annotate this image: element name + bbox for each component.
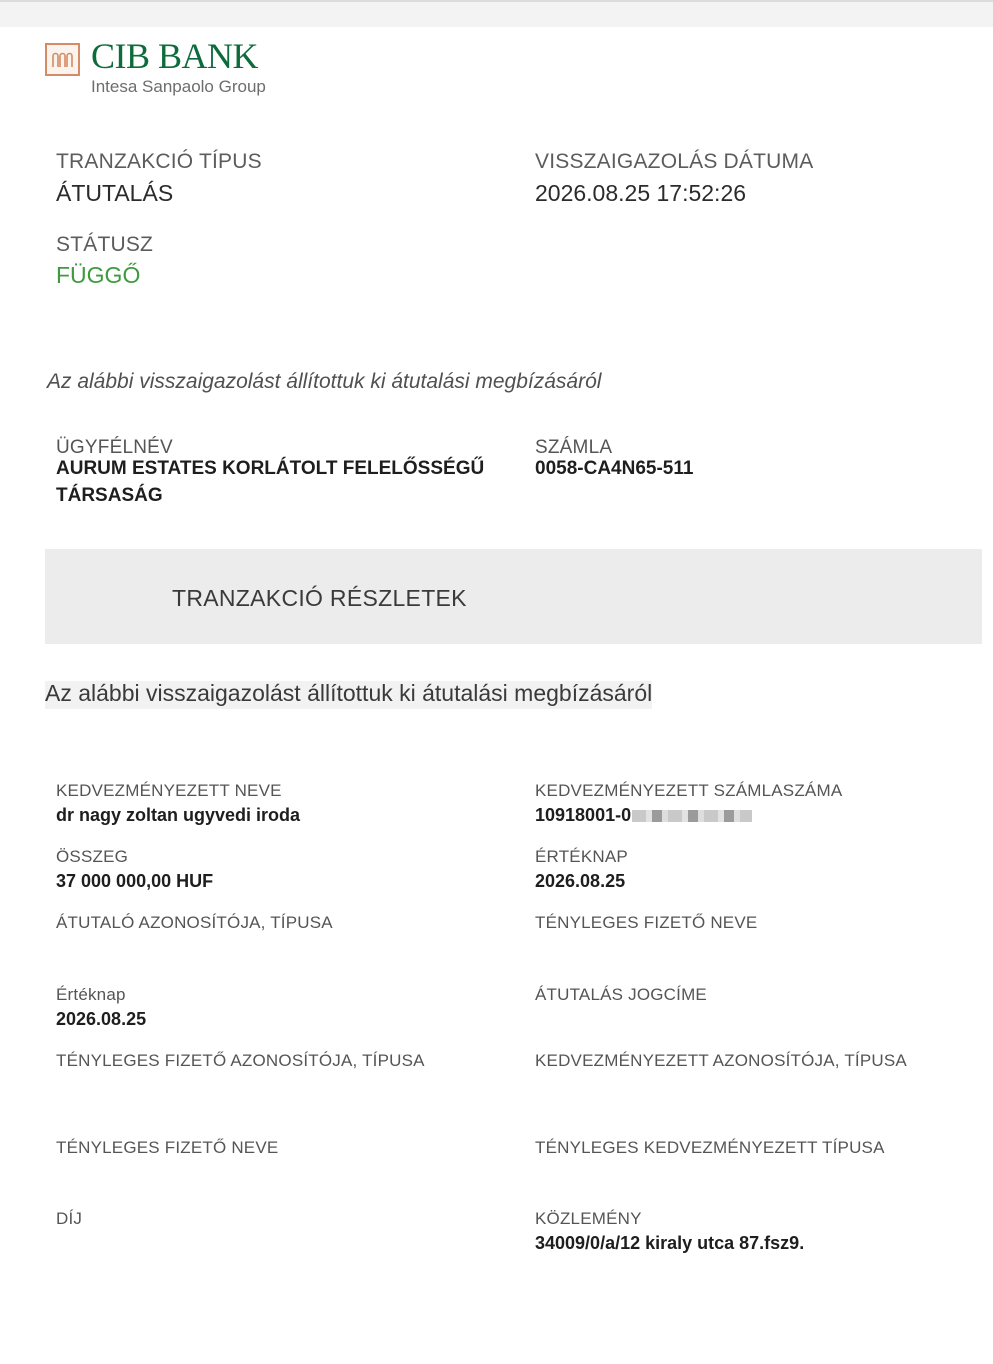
client-name-value — [56, 456, 484, 509]
confirmation-date-value: 2026.08.25 17:52:26 — [535, 180, 747, 206]
transaction-type-label: TRANZAKCIÓ TÍPUS — [56, 150, 262, 173]
brand-subtitle: Intesa Sanpaolo Group — [91, 77, 266, 96]
actual-payer-name-label: TÉNYLEGES FIZETŐ NEVE — [535, 913, 758, 932]
section-title: TRANZAKCIÓ RÉSZLETEK — [172, 585, 467, 611]
intro-text: Az alábbi visszaigazolást állítottuk ki átutalási megbízásáról — [47, 370, 602, 393]
actual-payer-id-label: TÉNYLEGES FIZETŐ AZONOSÍTÓJA, TÍPUSA — [56, 1051, 425, 1070]
value-date-value: 2026.08.25 — [535, 871, 626, 891]
beneficiary-name-value: dr nagy zoltan ugyvedi iroda — [56, 805, 301, 825]
amount-value: 37 000 000,00 HUF — [56, 871, 214, 891]
value-date-label: ÉRTÉKNAP — [535, 847, 628, 866]
transfer-reason-label: ÁTUTALÁS JOGCÍME — [535, 985, 707, 1004]
transaction-type-value: ÁTUTALÁS — [56, 180, 174, 206]
cib-logo-icon — [45, 43, 80, 76]
beneficiary-account-row — [535, 803, 752, 828]
brand-name: CIB BANK — [91, 36, 259, 76]
beneficiary-account-label: KEDVEZMÉNYEZETT SZÁMLASZÁMA — [535, 781, 843, 800]
confirmation-date-label: VISSZAIGAZOLÁS DÁTUMA — [535, 150, 814, 173]
status-value: FÜGGŐ — [56, 262, 141, 288]
client-name-line-1: AURUM ESTATES KORLÁTOLT FELELŐSSÉGŰ — [56, 458, 485, 479]
actual-beneficiary-type-label: TÉNYLEGES KEDVEZMÉNYEZETT TÍPUSA — [535, 1138, 885, 1157]
value-date-2-label: Értéknap — [56, 985, 126, 1004]
beneficiary-id-label: KEDVEZMÉNYEZETT AZONOSÍTÓJA, TÍPUSA — [535, 1051, 907, 1070]
value-date-2-value: 2026.08.25 — [56, 1009, 147, 1029]
client-name-line-2: TÁRSASÁG — [56, 484, 163, 506]
redacted-account-digits — [632, 810, 752, 822]
beneficiary-account-value: 10918001-0 — [535, 805, 632, 825]
actual-payer-name-2-label: TÉNYLEGES FIZETŐ NEVE — [56, 1138, 279, 1157]
fee-label: DÍJ — [56, 1209, 83, 1228]
amount-label: ÖSSZEG — [56, 847, 129, 866]
remark-label: KÖZLEMÉNY — [535, 1209, 642, 1228]
remark-value: 34009/0/a/12 kiraly utca 87.fsz9. — [535, 1233, 805, 1253]
sender-id-label: ÁTUTALÓ AZONOSÍTÓJA, TÍPUSA — [56, 913, 333, 932]
status-label: STÁTUSZ — [56, 233, 154, 256]
beneficiary-name-label: KEDVEZMÉNYEZETT NEVE — [56, 781, 282, 800]
account-value: 0058-CA4N65-511 — [535, 458, 694, 479]
client-name-label: ÜGYFÉLNÉV — [56, 437, 173, 458]
account-label: SZÁMLA — [535, 437, 613, 458]
browser-top-bar — [0, 0, 993, 27]
section-intro: Az alábbi visszaigazolást állítottuk ki átutalási megbízásáról — [45, 681, 652, 709]
